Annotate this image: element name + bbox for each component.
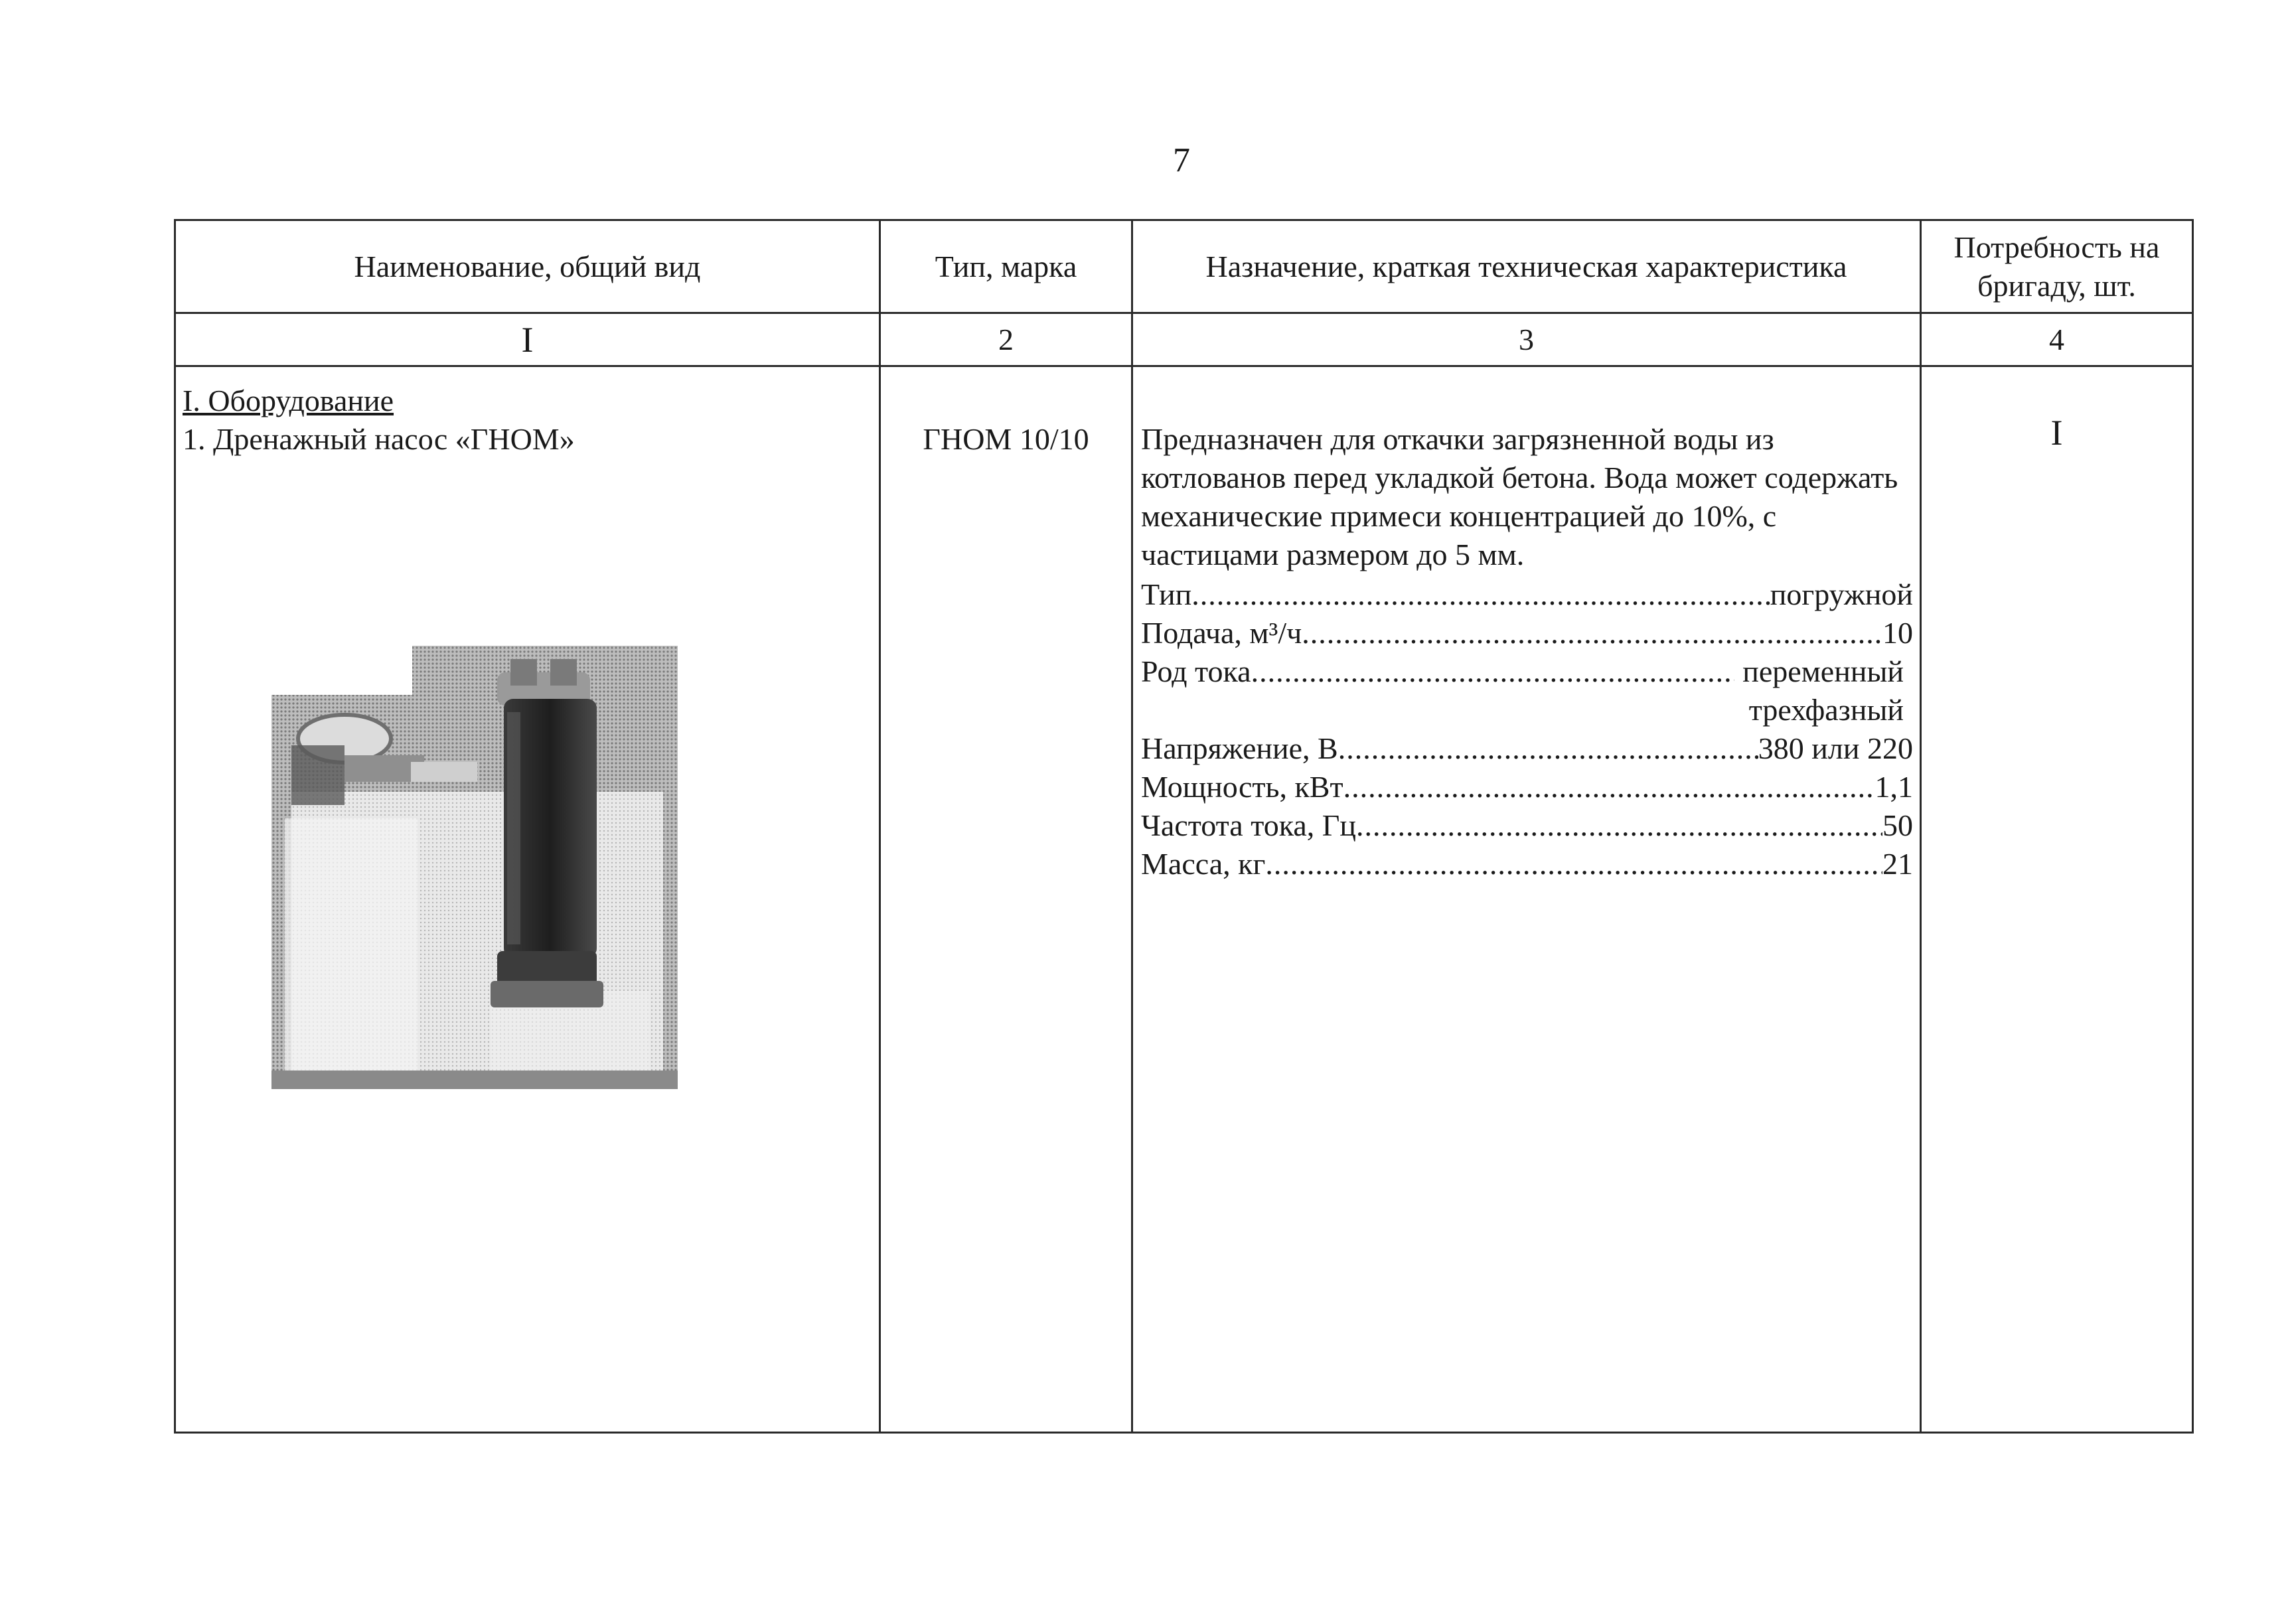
column-number-1: I [175,313,880,366]
type-value: ГНОМ 10/10 [923,422,1089,456]
equipment-table [174,219,2194,1434]
quantity-value: I [2050,413,2063,453]
spec-row [1141,575,1913,614]
spec-value: 380 или 220 [1758,731,1913,765]
spec-label: Мощность, кВт [1141,770,1343,804]
column-number-row [175,313,2193,366]
table-row [175,366,2193,1433]
header-row [175,220,2193,313]
purpose-text: Предназначен для откачки загрязненной воды из котлованов перед укладкой бетона. Вода может содержать механические примеси концентрацией до 10%, с частицами размером до 5 мм. [1141,422,1898,571]
spec-label: Частота тока, Гц [1141,808,1356,842]
spec-value: 50 [1882,808,1913,842]
column-number-3: 3 [1132,313,1921,366]
column-number-2: 2 [880,313,1132,366]
header-quantity: Потребность на бригаду, шт. [1921,220,2193,313]
spec-value: 10 [1882,616,1913,650]
spec-list [1141,575,1913,883]
spec-row [1141,614,1913,652]
spec-value: 1,1 [1874,770,1913,804]
spec-row [1141,768,1913,806]
spec-row [1141,806,1913,845]
drainage-pump-photo-icon [271,646,678,1089]
item-name: 1. Дренажный насос «ГНОМ» [183,422,575,456]
quantity-cell [1921,366,2193,1433]
purpose-cell [1132,366,1921,1433]
spec-label: Масса, кг [1141,847,1266,881]
name-cell [175,366,880,1433]
header-name: Наименование, общий вид [175,220,880,313]
column-number-4: 4 [1921,313,2193,366]
spec-label: Тип [1141,577,1192,611]
spec-value: переменный [1742,654,1904,688]
spec-label: Род тока [1141,654,1251,688]
spec-value: погружной [1770,577,1913,611]
spec-row [1141,652,1913,691]
spec-label: Напряжение, В [1141,731,1338,765]
page-number: 7 [1173,141,1190,179]
spec-value-continuation: трехфазный [1748,693,1904,727]
spec-row [1141,729,1913,768]
section-title: I. Оборудование [183,384,394,417]
header-type: Тип, марка [880,220,1132,313]
spec-row [1141,845,1913,883]
type-cell [880,366,1132,1433]
header-purpose: Назначение, краткая техническая характеристика [1132,220,1921,313]
spec-value: 21 [1882,847,1913,881]
spec-label: Подача, м³/ч [1141,616,1302,650]
